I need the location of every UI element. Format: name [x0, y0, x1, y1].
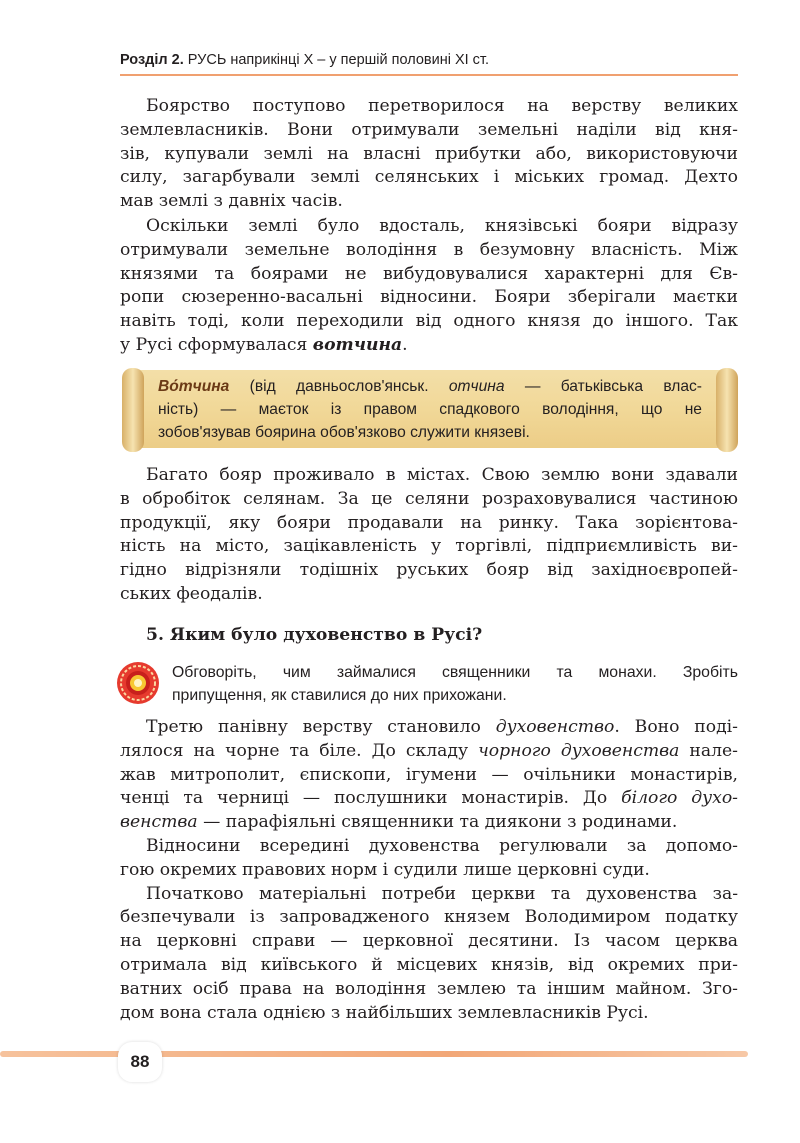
- paragraph-votchina: [120, 215, 738, 358]
- text-line: в обробіток селянам. За це селяни розраховувалися частиною: [120, 488, 738, 509]
- text-line: ватних осіб права на володіння землею та іншим майном. Зго-: [120, 978, 738, 999]
- paragraph-clergy: Третю панівну верству становило духовенство. Воно поді- лялося на чорне та біле. До складу чорного духовенства нале- жав митрополит, єпископи, ігумени — очільники монастирів, ченці та черниці — послушники монастирів. До білого духо- венства — парафіяльні священники та диякони з родинами. Відносини всередині духовенства регулювали за допомо- гою окремих правових норм і судили лише церковні суди. Початково матеріальні потреби церкви та духовенства за- безпечували із запровадженого князем Володимиром податку на церковні справи — церковної десятини. Із часом церква отримала від київського й місцевих князів, від окремих при- ватних осіб права на володіння землею та іншим майном. Зго- дом вона стала однією з найбільших землевласників Русі.: [120, 716, 738, 1025]
- text-line: ність) — маєток із правом спадкового володіння, що не: [158, 401, 702, 418]
- text-line: отримала від київського й місцевих князів, від окремих при-: [120, 954, 738, 975]
- footer-bar: [0, 1051, 748, 1057]
- section-label: Розділ 2.: [120, 52, 184, 68]
- text-line: зів, купували землі на власні прибутки або, використовуючи: [120, 143, 738, 164]
- definition-scroll: [122, 368, 738, 452]
- text-line: безпечували із запровадженого князем Володимиром податку: [120, 907, 738, 928]
- text-line: мав землі з давніх часів.: [120, 191, 343, 212]
- scroll-roll-left: [122, 368, 144, 452]
- text-line: князями та боярами не вибудовувалися характерні для Єв-: [120, 263, 738, 284]
- paragraph-boyars-land: [120, 95, 738, 214]
- text-line: на церковні справи — церковної десятини. Із часом церква: [120, 931, 738, 952]
- text-line: ських феодалів.: [120, 583, 263, 604]
- page-header: [120, 52, 738, 76]
- text-line: ропи сюзеренно-васальні відносини. Бояри зберігали маєтки: [120, 287, 738, 308]
- text-line: гідно відрізняли тодішніх руських бояр від західноєвропей-: [120, 560, 738, 581]
- text-line: навіть тоді, коли переходили від одного князя до іншого. Так: [120, 311, 738, 332]
- term-votchina: вотчина: [312, 334, 403, 355]
- section-title: РУСЬ наприкінці X – у першій половині XI ст.: [187, 52, 489, 68]
- text-line: ність на місто, зацікавленість у торгівлі, підприємливість ви-: [120, 536, 738, 557]
- text-line: Багато бояр проживало в містах. Свою землю вони здавали: [146, 465, 738, 485]
- text-line: у Русі сформувалася вотчина.: [120, 334, 408, 355]
- text-line: жав митрополит, єпископи, ігумени — очільники монастирів,: [120, 764, 738, 785]
- discussion-icon: [115, 660, 161, 706]
- discussion-prompt: [172, 661, 738, 707]
- scroll-roll-right: [716, 368, 738, 452]
- text-line: Відносини всередині духовенства регулювали за допомо-: [146, 835, 738, 856]
- text-line: Початково матеріальні потреби церкви та духовенства за-: [146, 883, 738, 904]
- text-line: продукції, яку бояри продавали на ринку. Така зорієнтова-: [120, 512, 738, 533]
- text-line: силу, загарбували землі селянських і міських громад. Дехто: [120, 167, 738, 188]
- text-line: Обговоріть, чим займалися священники та монахи. Зробіть: [172, 664, 738, 681]
- paragraph-boyars-cities: [120, 464, 738, 607]
- text-line: зобов'язував боярина обов'язково служити князеві.: [158, 424, 530, 441]
- text-line: Оскільки землі було вдосталь, князівські бояри відразу: [146, 216, 738, 236]
- text-line: дом вона стала однією з найбільших землевласників Русі.: [120, 1002, 649, 1023]
- text-line: Боярство поступово перетворилося на верству великих: [146, 96, 738, 116]
- text-line: землевласників. Вони отримували земельні наділи від кня-: [120, 119, 738, 140]
- definition-term: Во́тчина: [158, 378, 230, 395]
- page-number: 88: [118, 1042, 162, 1082]
- text-line: отримували земельне володіння в безумовну власність. Між: [120, 239, 738, 260]
- section-heading: 5. Яким було духовенство в Русі?: [146, 625, 483, 645]
- text-line: гою окремих правових норм і судили лише церковні суди.: [120, 859, 650, 880]
- definition-text: Во́тчина (від давньослов'янськ. отчина — батьківська влас- ність) — маєток із правом спадкового володіння, що не зобов'язував боярина обов'язково служити князеві.: [158, 375, 702, 444]
- text-line: припущення, як ставилися до них прихожани.: [172, 687, 507, 704]
